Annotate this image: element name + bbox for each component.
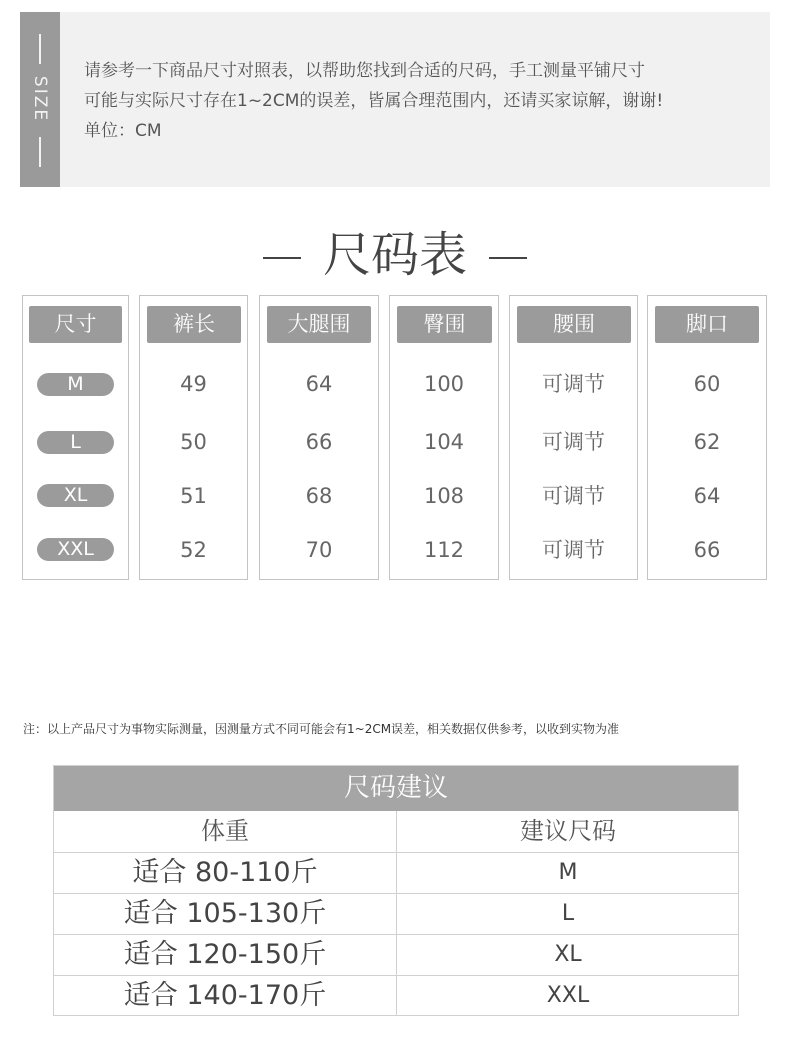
table-cell: 100: [423, 372, 465, 396]
recommendation-title: 尺码建议: [54, 766, 738, 811]
table-row: [54, 934, 738, 975]
table-row: [54, 893, 738, 934]
pants-length-column: [139, 295, 248, 580]
table-cell: 51: [180, 484, 207, 508]
size-side-tab: [20, 12, 60, 187]
size-pill-m: M: [37, 373, 114, 396]
waist-column: [509, 295, 638, 580]
table-cell: 66: [693, 538, 721, 562]
weight-cell: 适合 105-130斤: [123, 898, 327, 929]
table-cell: 62: [693, 430, 721, 454]
size-recommendation-table: [53, 765, 739, 1016]
table-row: [54, 852, 738, 893]
table-cell: 68: [305, 484, 333, 508]
table-cell: 66: [305, 430, 333, 454]
column-header-size: 尺寸: [29, 306, 122, 343]
table-cell: 可调节: [542, 538, 605, 562]
weight-cell: 适合 120-150斤: [123, 939, 327, 970]
side-divider-bottom: [39, 137, 41, 167]
weight-header: 体重: [201, 817, 249, 845]
hip-column: [389, 295, 499, 580]
table-cell: 60: [693, 372, 721, 396]
size-pill-xl: XL: [37, 484, 114, 507]
table-row: [54, 975, 738, 1016]
table-cell: 50: [180, 430, 207, 454]
table-cell: 可调节: [542, 484, 605, 508]
title-dash-right: [489, 257, 527, 259]
size-chart-title-block: [0, 220, 790, 290]
intro-line-1: 请参考一下商品尺寸对照表，以帮助您找到合适的尺码，手工测量平铺尺寸: [84, 61, 645, 81]
column-header-pants-length: 裤长: [147, 306, 241, 343]
table-cell: 可调节: [542, 372, 605, 396]
table-cell: 52: [180, 538, 207, 562]
table-cell: 64: [693, 484, 721, 508]
page-title: 尺码表: [322, 227, 467, 283]
table-cell: 108: [423, 484, 465, 508]
size-cell: M: [558, 860, 578, 885]
table-header-row: [54, 811, 738, 852]
table-cell: 49: [180, 372, 207, 396]
table-cell: 112: [423, 538, 465, 562]
column-header-waist: 腰围: [517, 306, 631, 343]
size-side-label: SIZE: [30, 75, 50, 123]
size-pill-l: L: [37, 431, 114, 454]
intro-line-2: 可能与实际尺寸存在1~2CM的误差，皆属合理范围内，还请买家谅解，谢谢!: [84, 91, 664, 111]
thigh-column: [259, 295, 379, 580]
weight-cell: 适合 80-110斤: [132, 857, 318, 888]
size-column: [22, 295, 129, 580]
table-cell: 104: [423, 430, 465, 454]
column-header-leg-opening: 脚口: [655, 306, 759, 343]
intro-text: [84, 56, 663, 146]
column-header-hip: 臀围: [397, 306, 492, 343]
measurement-note: 注：以上产品尺寸为事物实际测量，因测量方式不同可能会有1~2CM误差，相关数据仅供参考，以收到实物为准: [23, 722, 620, 736]
weight-cell: 适合 140-170斤: [123, 980, 327, 1011]
table-cell: 70: [305, 538, 333, 562]
size-cell: L: [561, 901, 575, 926]
size-cell: XXL: [546, 983, 590, 1008]
table-cell: 64: [305, 372, 333, 396]
side-divider-top: [39, 34, 41, 64]
table-cell: 可调节: [542, 430, 605, 454]
unit-line: 单位：CM: [84, 121, 162, 141]
size-cell: XL: [554, 942, 582, 967]
suggested-size-header: 建议尺码: [520, 817, 616, 845]
size-pill-xxl: XXL: [37, 538, 114, 561]
intro-banner: [20, 12, 770, 187]
column-header-thigh: 大腿围: [267, 306, 371, 343]
leg-opening-column: [647, 295, 767, 580]
